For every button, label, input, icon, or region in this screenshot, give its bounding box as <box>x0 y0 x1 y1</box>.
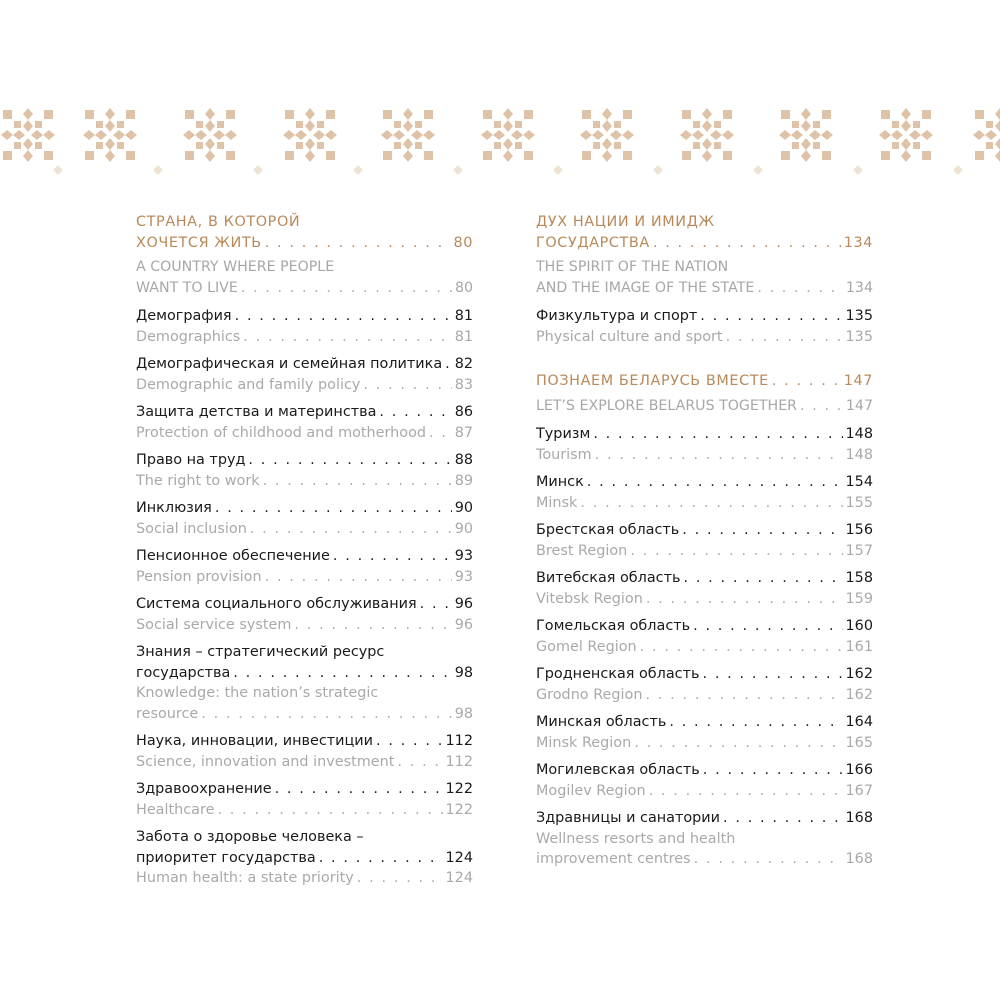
dot-leader <box>700 306 842 327</box>
toc-title-ru <box>136 212 473 253</box>
section-gap <box>536 354 873 371</box>
toc-line <box>136 704 473 725</box>
page-number: 167 <box>845 782 873 799</box>
toc-title-ru <box>536 808 873 829</box>
toc-line <box>536 445 873 466</box>
toc-text: Минск <box>536 474 584 490</box>
toc-section[interactable] <box>136 212 473 298</box>
toc-text: Minsk Region <box>536 734 632 751</box>
toc-line <box>136 354 473 375</box>
toc-line <box>136 402 473 423</box>
page-number: 162 <box>845 666 873 682</box>
dot-leader <box>233 663 451 684</box>
toc-text: ГОСУДАРСТВА <box>536 234 650 251</box>
toc-text: Physical culture and sport <box>536 328 723 345</box>
page-number: 135 <box>845 328 873 345</box>
toc-title-ru <box>536 306 873 327</box>
toc-title-ru <box>536 760 873 781</box>
page-number: 124 <box>445 870 473 886</box>
dot-leader <box>669 712 842 733</box>
toc-text: Minsk <box>536 494 578 511</box>
dot-leader <box>634 733 842 754</box>
dot-leader <box>429 423 452 444</box>
dot-leader <box>397 752 442 773</box>
page-number: 157 <box>845 542 873 559</box>
dot-leader <box>757 278 843 299</box>
page-number: 155 <box>845 494 873 511</box>
toc-entry[interactable] <box>136 731 473 772</box>
toc-line <box>136 375 473 396</box>
dot-leader <box>319 848 443 869</box>
toc-text: Knowledge: the nation’s strategic <box>136 685 379 701</box>
page-number: 148 <box>845 446 873 463</box>
toc-line <box>136 233 473 254</box>
dot-leader <box>630 541 842 562</box>
dot-leader <box>235 306 452 327</box>
toc-title-ru <box>536 472 873 493</box>
toc-line <box>536 541 873 562</box>
page-number: 158 <box>845 570 873 586</box>
dot-leader <box>587 472 843 493</box>
toc-text: Витебская область <box>536 570 681 586</box>
toc-line <box>136 615 473 636</box>
dot-leader <box>645 685 842 706</box>
toc-line <box>536 520 873 541</box>
toc-text: AND THE IMAGE OF THE STATE <box>536 279 755 296</box>
toc-title-ru <box>536 664 873 685</box>
toc-text: LET’S EXPLORE BELARUS TOGETHER <box>536 397 798 414</box>
dot-leader <box>445 354 452 375</box>
toc-line <box>536 278 873 299</box>
toc-entry[interactable] <box>136 450 473 491</box>
ornament-border <box>0 100 1000 180</box>
toc-text: Vitebsk Region <box>536 590 643 607</box>
toc-title-ru <box>136 827 473 868</box>
toc-title-en <box>536 445 873 466</box>
page-number: 148 <box>845 426 873 442</box>
toc-title-en <box>536 685 873 706</box>
toc-text: resource <box>136 705 199 722</box>
dot-leader <box>682 520 842 541</box>
toc-entry[interactable] <box>136 594 473 635</box>
dot-leader <box>800 396 843 417</box>
toc-text: Туризм <box>536 426 591 442</box>
toc-line <box>536 589 873 610</box>
page-number: 93 <box>454 568 473 585</box>
toc-line <box>136 498 473 519</box>
dot-leader <box>376 731 443 752</box>
toc-line <box>136 423 473 444</box>
toc-text: Гомельская область <box>536 618 691 634</box>
toc-title-ru <box>536 371 873 392</box>
toc-text: THE SPIRIT OF THE NATION <box>536 259 729 275</box>
dot-leader <box>201 704 451 725</box>
page-number: 135 <box>845 308 873 324</box>
toc-text: ХОЧЕТСЯ ЖИТЬ <box>136 234 262 251</box>
toc-line <box>136 567 473 588</box>
toc-title-ru <box>536 568 873 589</box>
toc-text: государства <box>136 664 231 681</box>
toc-entry[interactable] <box>536 520 873 561</box>
page-number: 112 <box>445 733 473 749</box>
toc-line <box>136 278 473 299</box>
toc-text: Пенсионное обеспечение <box>136 548 330 564</box>
toc-line <box>136 683 473 704</box>
toc-title-en <box>536 493 873 514</box>
dot-leader <box>294 615 451 636</box>
page-number: 147 <box>845 397 873 414</box>
toc-text: Могилевская область <box>536 762 700 778</box>
page-number: 88 <box>454 452 473 468</box>
toc-text: Система социального обслуживания <box>136 596 417 612</box>
dot-leader <box>593 424 842 445</box>
dot-leader <box>683 568 842 589</box>
toc-line <box>136 450 473 471</box>
page-number: 168 <box>845 851 873 867</box>
toc-line <box>536 685 873 706</box>
toc-line <box>536 212 873 233</box>
toc-line <box>136 642 473 663</box>
toc-title-en <box>136 567 473 588</box>
toc-line <box>136 546 473 567</box>
dot-leader <box>772 371 841 392</box>
page-number: 162 <box>845 686 873 703</box>
toc-entry[interactable] <box>136 498 473 539</box>
toc-line <box>536 712 873 733</box>
toc-line <box>536 733 873 754</box>
toc-text: Забота о здоровье человека – <box>136 829 364 845</box>
toc-line <box>136 848 473 869</box>
dot-leader <box>693 616 842 637</box>
toc-title-en <box>536 829 873 870</box>
dot-leader <box>726 327 843 348</box>
dot-leader <box>357 868 443 889</box>
toc-entry[interactable] <box>536 472 873 513</box>
toc-line <box>536 396 873 417</box>
toc-entry[interactable] <box>136 827 473 889</box>
page-number: 134 <box>843 234 873 251</box>
toc-line <box>136 306 473 327</box>
toc-text: Wellness resorts and health <box>536 830 736 847</box>
page-number: 90 <box>454 500 473 516</box>
toc-line <box>136 519 473 540</box>
toc-entry[interactable] <box>536 664 873 705</box>
toc-title-ru <box>136 546 473 567</box>
toc-line <box>536 849 873 870</box>
dot-leader <box>243 327 451 348</box>
toc-line <box>536 568 873 589</box>
page-number: 112 <box>445 753 473 770</box>
page-number: 81 <box>454 308 473 324</box>
toc-title-ru <box>136 642 473 683</box>
toc-text: Social inclusion <box>136 520 247 537</box>
dot-leader <box>250 519 452 540</box>
dot-leader <box>248 450 451 471</box>
page-number: 98 <box>454 664 473 681</box>
toc-line <box>136 731 473 752</box>
page-number: 164 <box>845 714 873 730</box>
toc-title-en <box>136 615 473 636</box>
toc-text: Инклюзия <box>136 500 212 516</box>
page-number: 87 <box>454 424 473 441</box>
page-number: 80 <box>454 279 473 296</box>
toc-line <box>136 779 473 800</box>
dot-leader <box>263 471 452 492</box>
toc-line <box>136 663 473 684</box>
toc-text: A COUNTRY WHERE PEOPLE <box>136 259 335 275</box>
toc-entry[interactable] <box>136 402 473 443</box>
toc-line <box>536 637 873 658</box>
toc-entry[interactable] <box>536 808 873 870</box>
toc-line <box>536 493 873 514</box>
toc-text: Минская область <box>536 714 667 730</box>
toc-text: Protection of childhood and motherhood <box>136 424 427 441</box>
toc-line <box>536 327 873 348</box>
toc-text: Human health: a state priority <box>136 870 354 886</box>
toc-entry[interactable] <box>136 306 473 347</box>
toc-title-en <box>536 637 873 658</box>
page-number: 161 <box>845 638 873 655</box>
toc-title-en <box>136 519 473 540</box>
page-number: 86 <box>454 404 473 420</box>
toc-title-en <box>136 868 473 889</box>
toc-text: приоритет государства <box>136 849 316 866</box>
dot-leader <box>363 375 451 396</box>
toc-text: ДУХ НАЦИИ И ИМИДЖ <box>536 214 715 230</box>
page-number: 82 <box>454 356 473 372</box>
toc-title-ru <box>536 712 873 733</box>
dot-leader <box>723 808 843 829</box>
page-number: 168 <box>845 810 873 826</box>
dot-leader <box>379 402 451 423</box>
toc-text: Физкультура и спорт <box>536 308 698 324</box>
toc-text: Social service system <box>136 616 292 633</box>
page-number: 165 <box>845 734 873 751</box>
page-number: 96 <box>454 616 473 633</box>
dot-leader <box>646 589 843 610</box>
page-number: 156 <box>845 522 873 538</box>
toc-text: WANT TO LIVE <box>136 279 238 296</box>
toc-line <box>136 868 473 889</box>
page-number: 89 <box>454 472 473 489</box>
toc-line <box>536 233 873 254</box>
toc-column-left <box>136 212 473 896</box>
page-number: 81 <box>454 328 473 345</box>
page-number: 147 <box>843 373 873 389</box>
toc-line <box>536 257 873 278</box>
toc-line <box>136 594 473 615</box>
toc-title-ru <box>536 616 873 637</box>
toc-text: Наука, инновации, инвестиции <box>136 733 373 749</box>
dot-leader <box>694 849 843 870</box>
toc-text: Защита детства и материнства <box>136 404 377 420</box>
toc-entry[interactable] <box>536 424 873 465</box>
dot-leader <box>265 233 451 254</box>
toc-text: The right to work <box>136 472 260 489</box>
toc-title-ru <box>136 402 473 423</box>
page-number: 96 <box>454 596 473 612</box>
toc-title-en <box>536 257 873 298</box>
toc-title-ru <box>136 306 473 327</box>
page-number: 90 <box>454 520 473 537</box>
toc-line <box>536 781 873 802</box>
toc-title-en <box>136 423 473 444</box>
toc-title-ru <box>536 212 873 253</box>
toc-line <box>536 371 873 392</box>
toc-text: Healthcare <box>136 801 215 818</box>
toc-entry[interactable] <box>136 779 473 820</box>
toc-column-right <box>536 212 873 877</box>
toc-text: improvement centres <box>536 851 691 867</box>
dot-leader <box>649 781 843 802</box>
page-number: 134 <box>845 279 873 296</box>
toc-title-en <box>136 800 473 821</box>
dot-leader <box>702 664 842 685</box>
toc-entry[interactable] <box>536 306 873 347</box>
toc-title-ru <box>136 354 473 375</box>
toc-line <box>536 808 873 829</box>
toc-entry[interactable] <box>536 760 873 801</box>
toc-text: Брестская область <box>536 522 680 538</box>
page-number: 80 <box>453 234 473 251</box>
toc-text: Science, innovation and investment <box>136 753 395 770</box>
toc-title-en <box>136 752 473 773</box>
toc-title-ru <box>536 424 873 445</box>
toc-text: Demographics <box>136 328 241 345</box>
toc-line <box>136 257 473 278</box>
toc-title-en <box>536 541 873 562</box>
toc-text: Demographic and family policy <box>136 376 361 393</box>
dot-leader <box>241 278 452 299</box>
dot-leader <box>703 760 843 781</box>
toc-title-en <box>536 781 873 802</box>
toc-entry[interactable] <box>136 354 473 395</box>
toc-entry[interactable] <box>536 568 873 609</box>
toc-text: Здравоохранение <box>136 781 272 797</box>
toc-title-en <box>136 327 473 348</box>
toc-text: Tourism <box>536 446 592 463</box>
toc-text: Здравницы и санатории <box>536 810 721 826</box>
toc-title-en <box>136 257 473 298</box>
page-number: 154 <box>845 474 873 490</box>
toc-title-en <box>536 327 873 348</box>
toc-title-en <box>136 683 473 724</box>
dot-leader <box>215 498 452 519</box>
toc-line <box>136 327 473 348</box>
toc-line <box>536 306 873 327</box>
toc-line <box>536 829 873 850</box>
dot-leader <box>595 445 843 466</box>
toc-title-ru <box>536 520 873 541</box>
toc-title-en <box>136 471 473 492</box>
toc-line <box>136 800 473 821</box>
toc-section[interactable] <box>536 371 873 416</box>
toc-title-en <box>536 589 873 610</box>
toc-line <box>136 827 473 848</box>
dot-leader <box>420 594 452 615</box>
toc-entry[interactable] <box>136 546 473 587</box>
toc-title-ru <box>136 594 473 615</box>
toc-title-en <box>536 733 873 754</box>
toc-line <box>536 664 873 685</box>
page-number: 124 <box>445 849 473 866</box>
toc-section[interactable] <box>536 212 873 298</box>
toc-text: Pension provision <box>136 568 262 585</box>
dot-leader <box>275 779 443 800</box>
page-number: 122 <box>445 781 473 797</box>
toc-title-ru <box>136 779 473 800</box>
toc-entry[interactable] <box>536 616 873 657</box>
dot-leader <box>333 546 452 567</box>
toc-text: Право на труд <box>136 452 246 468</box>
page-number: 166 <box>845 762 873 778</box>
toc-text: Гродненская область <box>536 666 700 682</box>
toc-title-ru <box>136 731 473 752</box>
toc-text: Gomel Region <box>536 638 637 655</box>
page-number: 122 <box>445 801 473 818</box>
toc-text: Grodno Region <box>536 686 643 703</box>
dot-leader <box>580 493 842 514</box>
toc-title-en <box>536 396 873 417</box>
dot-leader <box>640 637 843 658</box>
toc-line <box>136 471 473 492</box>
dot-leader <box>653 233 841 254</box>
toc-line <box>136 212 473 233</box>
toc-text: СТРАНА, В КОТОРОЙ <box>136 214 301 230</box>
toc-title-en <box>136 375 473 396</box>
toc-line <box>536 424 873 445</box>
toc-text: Демографическая и семейная политика <box>136 356 443 372</box>
toc-text: Демография <box>136 308 232 324</box>
page-number: 160 <box>845 618 873 634</box>
toc-text: Brest Region <box>536 542 628 559</box>
dot-leader <box>265 567 452 588</box>
toc-line <box>536 472 873 493</box>
page-number: 159 <box>845 590 873 607</box>
toc-title-ru <box>136 498 473 519</box>
toc-line <box>536 616 873 637</box>
dot-leader <box>217 800 442 821</box>
toc-entry[interactable] <box>136 642 473 724</box>
toc-text: ПОЗНАЕМ БЕЛАРУСЬ ВМЕСТЕ <box>536 373 769 389</box>
toc-entry[interactable] <box>536 712 873 753</box>
toc-line <box>536 760 873 781</box>
toc-title-ru <box>136 450 473 471</box>
toc-text: Знания – стратегический ресурс <box>136 644 385 660</box>
toc-line <box>136 752 473 773</box>
toc-text: Mogilev Region <box>536 782 646 799</box>
page-number: 83 <box>454 376 473 393</box>
page-number: 98 <box>454 705 473 722</box>
page-number: 93 <box>454 548 473 564</box>
